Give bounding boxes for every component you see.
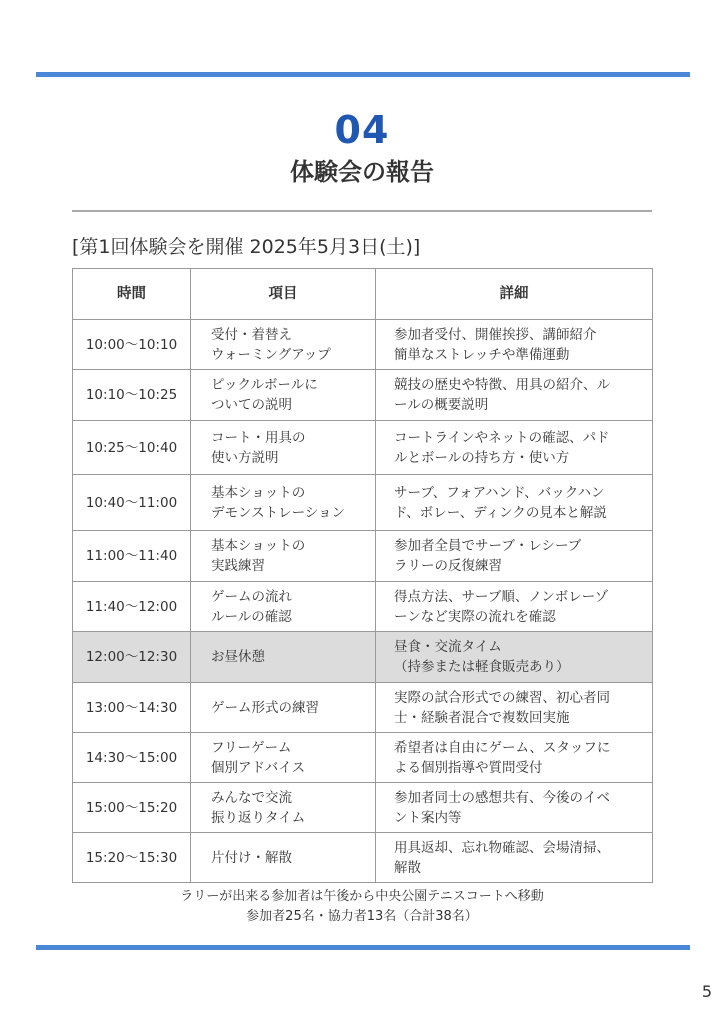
row-item-line: ウォーミングアップ bbox=[211, 346, 331, 363]
row-item-line: コート・用具の bbox=[211, 429, 306, 446]
row-time: 14:30〜15:00 bbox=[73, 733, 191, 783]
row-detail-line: 参加者全員でサーブ・レシーブ bbox=[394, 538, 582, 554]
table-row bbox=[73, 733, 653, 783]
row-item-line: みんなで交流 bbox=[211, 789, 292, 806]
note-line: 参加者25名・協力者13名（合計38名） bbox=[246, 909, 478, 924]
row-item-line: お昼休憩 bbox=[211, 649, 265, 665]
row-item bbox=[191, 320, 376, 370]
row-item-line: ピックルボールに bbox=[211, 377, 318, 393]
row-detail-line: サーブ、フォアハンド、バックハン bbox=[394, 484, 605, 501]
event-subheading: [第1回体験会を開催 2025年5月3日(土)] bbox=[72, 236, 421, 258]
table-row bbox=[73, 833, 653, 883]
row-detail-line: ルとボールの持ち方・使い方 bbox=[394, 449, 570, 466]
row-detail-line: 士・経験者混合で複数回実施 bbox=[394, 709, 570, 726]
row-item bbox=[191, 632, 376, 683]
row-item-line: ゲーム形式の練習 bbox=[211, 699, 319, 716]
row-detail-line: 得点方法、サーブ順、ノンボレーゾ bbox=[394, 588, 609, 605]
row-time: 10:00〜10:10 bbox=[73, 320, 191, 370]
row-item-line: ルールの確認 bbox=[211, 608, 292, 625]
row-detail bbox=[376, 632, 653, 683]
row-detail bbox=[376, 833, 653, 883]
row-detail bbox=[376, 582, 653, 632]
header-item: 項目 bbox=[191, 269, 376, 320]
header-detail: 詳細 bbox=[376, 269, 653, 320]
section-number: 04 bbox=[334, 108, 390, 152]
row-detail-line: ント案内等 bbox=[394, 809, 462, 826]
row-item-line: 実践練習 bbox=[211, 558, 265, 574]
row-item bbox=[191, 582, 376, 632]
row-detail bbox=[376, 320, 653, 370]
row-time: 10:25〜10:40 bbox=[73, 421, 191, 475]
row-detail bbox=[376, 683, 653, 733]
row-item-line: 基本ショットの bbox=[211, 538, 306, 554]
row-detail-line: ド、ボレー、ディンクの見本と解説 bbox=[394, 504, 607, 521]
row-item-line: 片付け・解散 bbox=[211, 849, 292, 866]
table-row bbox=[73, 683, 653, 733]
table-row bbox=[73, 475, 653, 531]
row-detail-line: 簡単なストレッチや準備運動 bbox=[394, 346, 570, 363]
row-detail bbox=[376, 783, 653, 833]
row-detail bbox=[376, 421, 653, 475]
bottom-accent-bar bbox=[36, 945, 690, 950]
row-detail-line: コートラインやネットの確認、パド bbox=[394, 429, 610, 446]
row-detail-line: 競技の歴史や特徴、用具の紹介、ル bbox=[394, 377, 610, 393]
row-item bbox=[191, 733, 376, 783]
page-number: 5 bbox=[701, 982, 712, 1001]
row-time: 10:10〜10:25 bbox=[73, 370, 191, 421]
top-accent-bar bbox=[36, 72, 690, 77]
row-detail-line: 参加者同士の感想共有、今後のイベ bbox=[394, 789, 610, 806]
row-time: 11:00〜11:40 bbox=[73, 531, 191, 582]
table-row bbox=[73, 783, 653, 833]
row-time: 13:00〜14:30 bbox=[73, 683, 191, 733]
row-time: 10:40〜11:00 bbox=[73, 475, 191, 531]
row-item bbox=[191, 783, 376, 833]
table-header-row bbox=[73, 269, 653, 320]
row-detail bbox=[376, 370, 653, 421]
row-detail-line: 昼食・交流タイム bbox=[394, 639, 502, 655]
table-row bbox=[73, 421, 653, 475]
row-detail-line: 希望者は自由にゲーム、スタッフに bbox=[394, 739, 611, 756]
table-row bbox=[73, 582, 653, 632]
row-item-line: 個別アドバイス bbox=[211, 759, 306, 776]
row-detail-line: （持参または軽食販売あり） bbox=[394, 659, 570, 675]
row-detail-line: ラリーの反復練習 bbox=[394, 558, 502, 574]
title-divider bbox=[72, 210, 652, 212]
row-item-line: 使い方説明 bbox=[211, 449, 279, 466]
row-item bbox=[191, 421, 376, 475]
row-detail-line: よる個別指導や質問受付 bbox=[394, 759, 543, 776]
row-item bbox=[191, 475, 376, 531]
row-item bbox=[191, 683, 376, 733]
row-detail bbox=[376, 475, 653, 531]
row-item-line: ゲームの流れ bbox=[211, 588, 292, 605]
row-detail-line: ーンなど実際の流れを確認 bbox=[394, 608, 556, 625]
table-row bbox=[73, 370, 653, 421]
note-line: ラリーが出来る参加者は午後から中央公園テニスコートへ移動 bbox=[180, 889, 544, 904]
table-row bbox=[73, 320, 653, 370]
row-item bbox=[191, 531, 376, 582]
row-time: 15:00〜15:20 bbox=[73, 783, 191, 833]
row-detail-line: 参加者受付、開催挨拶、講師紹介 bbox=[394, 326, 597, 343]
row-item bbox=[191, 370, 376, 421]
row-item-line: 基本ショットの bbox=[211, 484, 306, 501]
header-time: 時間 bbox=[73, 269, 191, 320]
footer-notes bbox=[0, 887, 724, 927]
row-detail bbox=[376, 531, 653, 582]
row-item-line: 受付・着替え bbox=[211, 326, 292, 343]
row-detail-line: 解散 bbox=[394, 859, 421, 876]
table-row bbox=[73, 531, 653, 582]
row-detail-line: ールの概要説明 bbox=[394, 397, 489, 413]
row-detail bbox=[376, 733, 653, 783]
row-time: 12:00〜12:30 bbox=[73, 632, 191, 683]
schedule-table bbox=[72, 268, 653, 883]
row-time: 15:20〜15:30 bbox=[73, 833, 191, 883]
row-detail-line: 実際の試合形式での練習、初心者同 bbox=[394, 689, 610, 706]
row-item-line: フリーゲーム bbox=[211, 739, 292, 756]
row-item-line: 振り返りタイム bbox=[211, 809, 306, 826]
row-item-line: ついての説明 bbox=[211, 397, 292, 413]
row-detail-line: 用具返却、忘れ物確認、会場清掃、 bbox=[394, 839, 610, 856]
section-title: 体験会の報告 bbox=[290, 158, 434, 186]
row-time: 11:40〜12:00 bbox=[73, 582, 191, 632]
row-item-line: デモンストレーション bbox=[211, 504, 346, 521]
table-row-highlighted bbox=[73, 632, 653, 683]
row-item bbox=[191, 833, 376, 883]
